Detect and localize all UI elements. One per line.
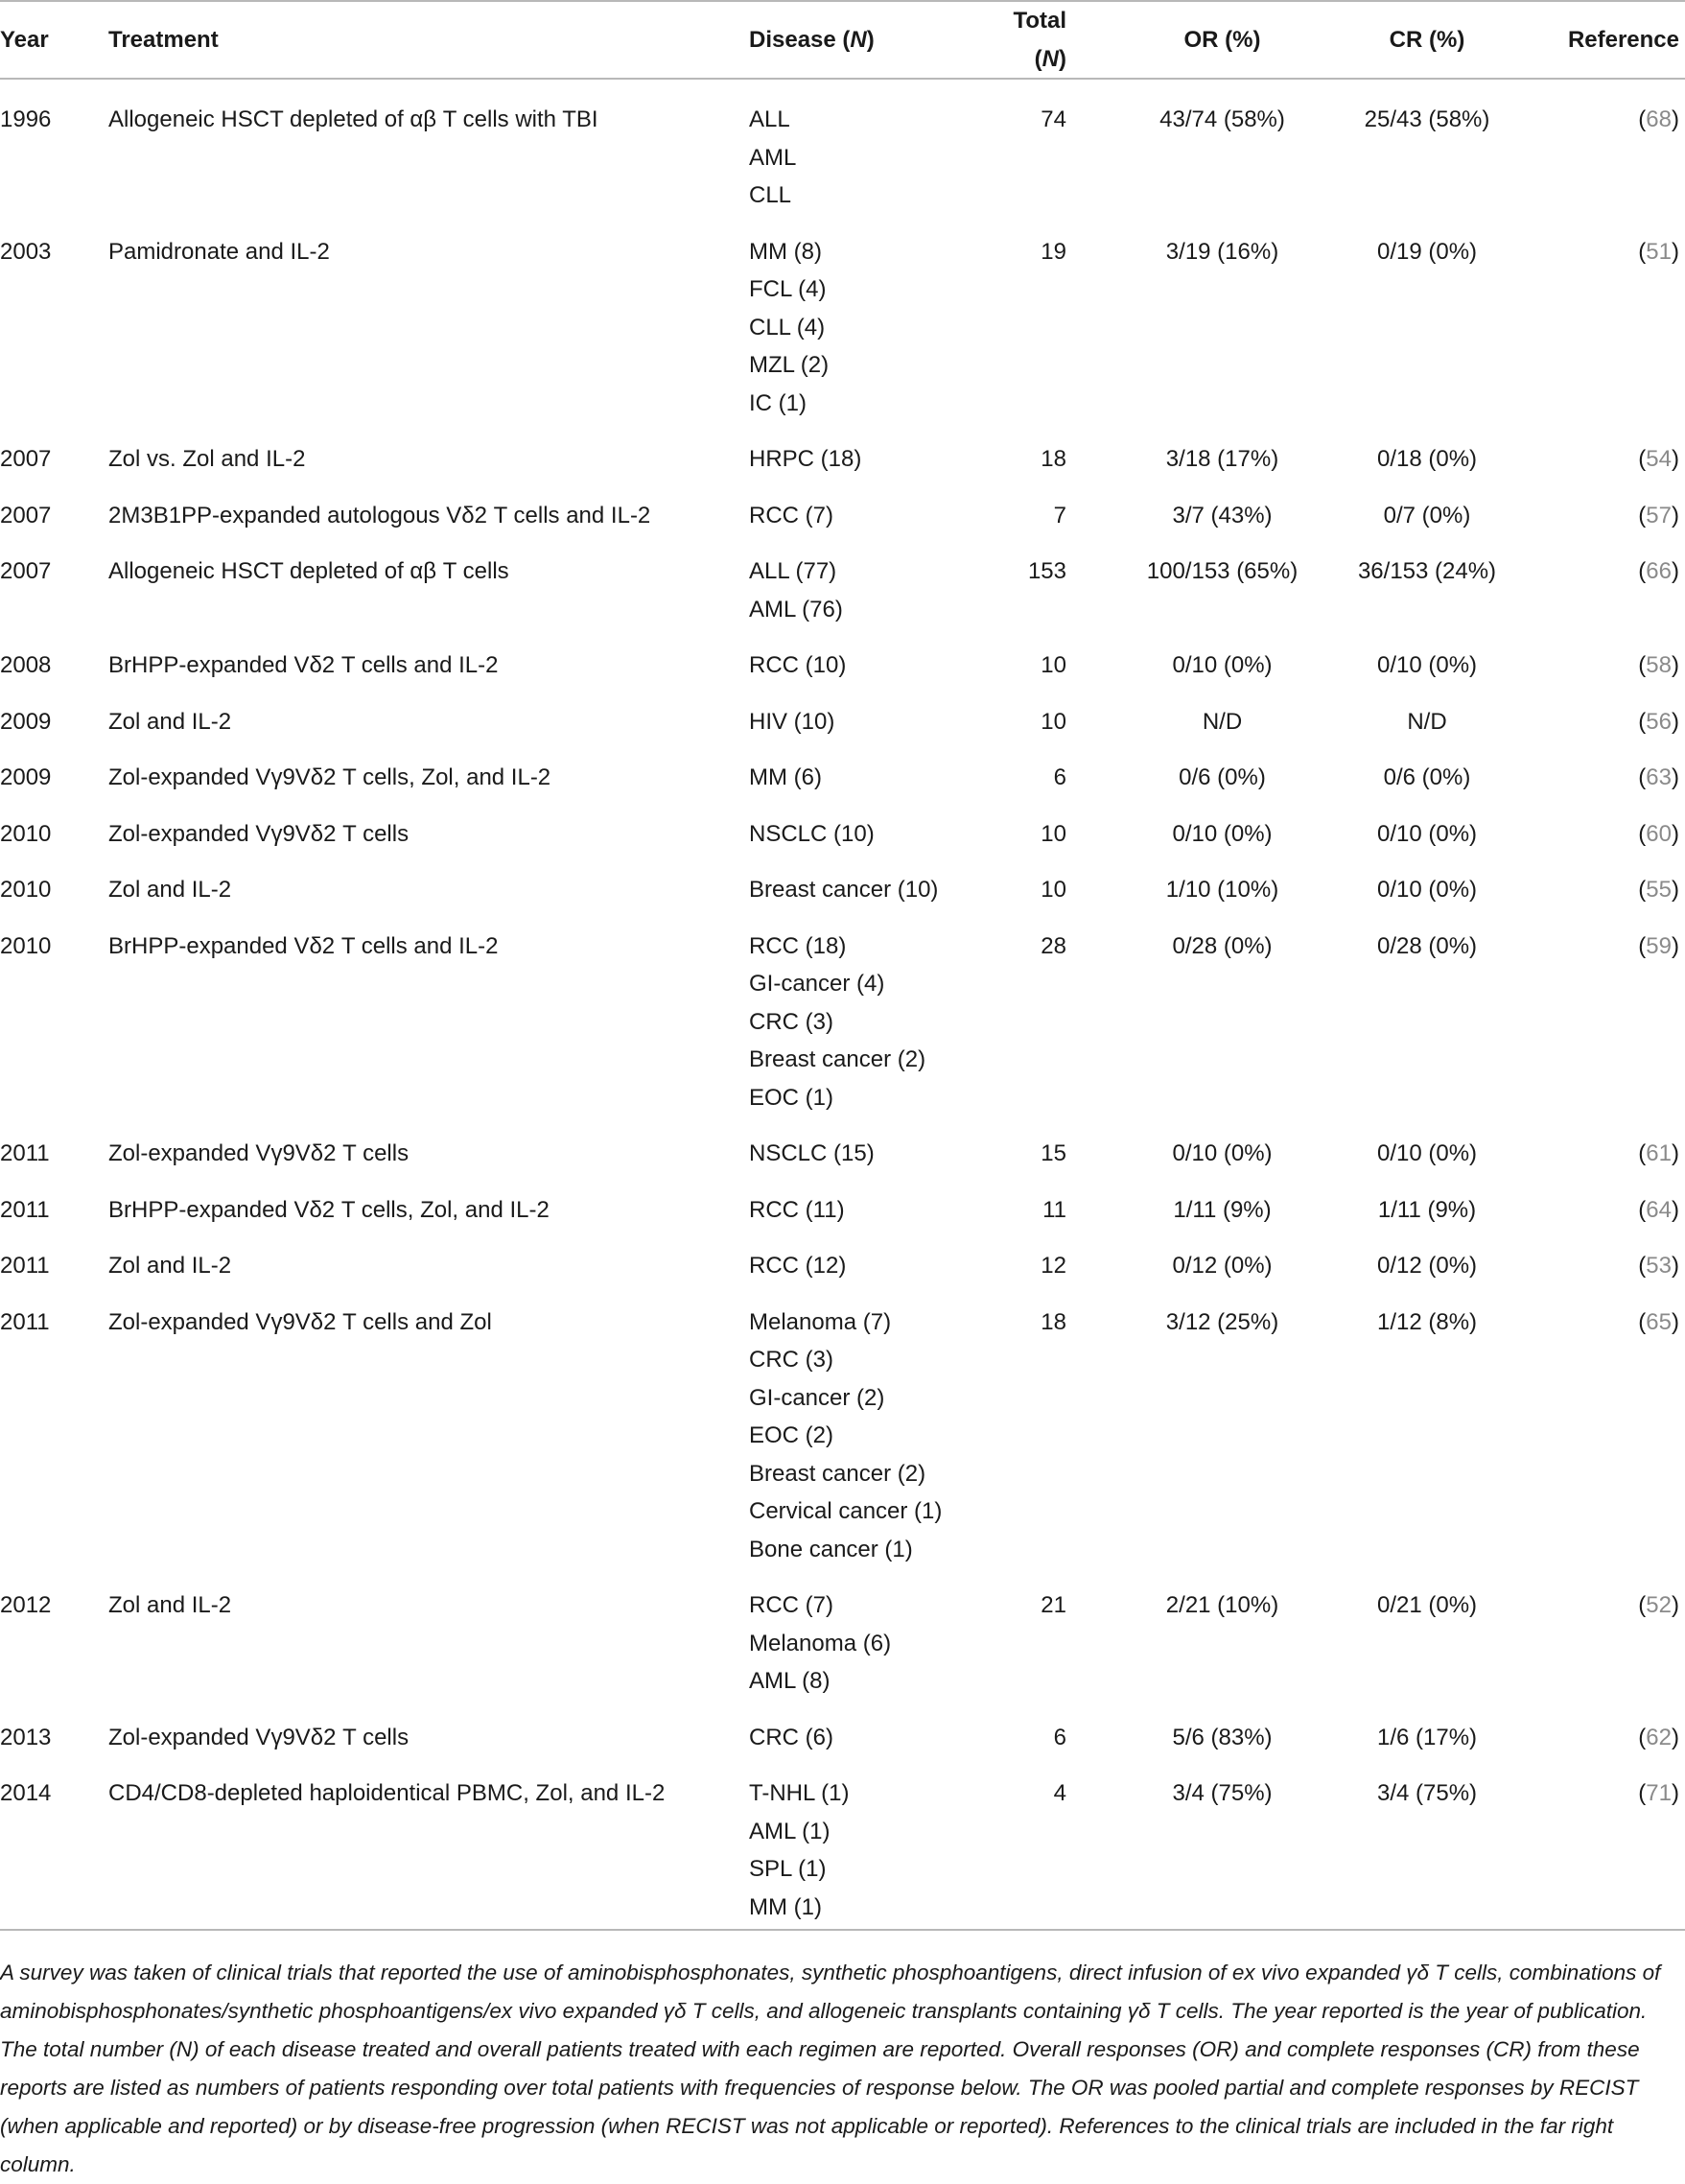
disease-entry: GI-cancer (2) xyxy=(749,1384,885,1411)
disease-entry: CRC (3) xyxy=(749,1347,833,1373)
reference-cell: (53) xyxy=(1638,1253,1679,1279)
cr-cell: 3/4 (75%) xyxy=(1376,1780,1478,1806)
disease-entry: RCC (10) xyxy=(749,652,847,678)
reference-link[interactable]: 71 xyxy=(1646,1780,1672,1806)
disease-entry: HRPC (18) xyxy=(749,446,862,472)
disease-cell xyxy=(749,1706,985,1763)
reference-link[interactable]: 57 xyxy=(1646,502,1672,528)
disease-entry: RCC (7) xyxy=(749,502,833,528)
or-cell: 2/21 (10%) xyxy=(1165,1592,1279,1618)
disease-cell xyxy=(749,484,985,541)
table-row xyxy=(0,1762,1685,1932)
header-total-n: N xyxy=(1041,45,1059,72)
reference-link[interactable]: 59 xyxy=(1646,932,1672,959)
reference-link[interactable]: 56 xyxy=(1646,708,1672,735)
header-disease xyxy=(749,1,985,79)
disease-entry: Bone cancer (1) xyxy=(749,1536,913,1562)
reference-link[interactable]: 68 xyxy=(1646,106,1672,132)
disease-entry: Breast cancer (2) xyxy=(749,1046,926,1072)
disease-entry: HIV (10) xyxy=(749,708,835,735)
treatment-cell: BrHPP-expanded Vδ2 T cells and IL-2 xyxy=(108,652,499,678)
cr-cell: 25/43 (58%) xyxy=(1364,106,1490,132)
table-row xyxy=(0,634,1685,691)
total-cell: 15 xyxy=(1041,1140,1066,1166)
treatment-cell: Zol-expanded Vγ9Vδ2 T cells, Zol, and IL-2 xyxy=(108,764,551,790)
reference-cell: (65) xyxy=(1638,1308,1679,1335)
table-row xyxy=(0,1574,1685,1706)
table-row xyxy=(0,915,1685,1123)
reference-link[interactable]: 64 xyxy=(1646,1196,1672,1223)
cr-cell: 36/153 (24%) xyxy=(1357,558,1497,584)
reference-link[interactable]: 63 xyxy=(1646,764,1672,790)
total-cell: 18 xyxy=(1041,446,1066,472)
reference-link[interactable]: 61 xyxy=(1646,1140,1672,1166)
disease-cell xyxy=(749,858,985,915)
treatment-cell: BrHPP-expanded Vδ2 T cells and IL-2 xyxy=(108,932,499,959)
cr-cell: 0/7 (0%) xyxy=(1383,502,1471,528)
year-cell: 2011 xyxy=(0,1253,50,1279)
or-cell: 3/19 (16%) xyxy=(1165,238,1279,265)
disease-entry: MM (8) xyxy=(749,238,822,265)
disease-entry: MM (1) xyxy=(749,1893,822,1920)
total-cell: 4 xyxy=(1053,1780,1066,1806)
reference-cell: (66) xyxy=(1638,558,1679,584)
disease-entry: AML xyxy=(749,144,797,171)
table-row xyxy=(0,803,1685,859)
year-cell: 2012 xyxy=(0,1592,52,1618)
year-cell: 2010 xyxy=(0,932,52,959)
disease-entry: ALL xyxy=(749,106,790,132)
cr-cell: 1/12 (8%) xyxy=(1376,1308,1478,1335)
or-cell: 100/153 (65%) xyxy=(1146,558,1299,584)
reference-link[interactable]: 62 xyxy=(1646,1724,1672,1750)
table-row xyxy=(0,1234,1685,1291)
disease-entry: Breast cancer (2) xyxy=(749,1460,926,1487)
total-cell: 10 xyxy=(1041,820,1066,847)
table-row xyxy=(0,221,1685,429)
table-row xyxy=(0,691,1685,747)
or-cell: N/D xyxy=(1202,708,1243,735)
cr-cell: 0/28 (0%) xyxy=(1376,932,1478,959)
treatment-cell: Allogeneic HSCT depleted of αβ T cells with TBI xyxy=(108,106,598,132)
disease-cell xyxy=(749,1122,985,1179)
disease-cell xyxy=(749,79,985,221)
year-cell: 2010 xyxy=(0,820,52,847)
treatment-cell: Zol-expanded Vγ9Vδ2 T cells xyxy=(108,1724,410,1750)
reference-cell: (55) xyxy=(1638,877,1679,903)
cr-cell: 0/10 (0%) xyxy=(1376,877,1478,903)
year-cell: 2007 xyxy=(0,502,52,528)
header-total xyxy=(985,1,1105,79)
disease-entry: CLL (4) xyxy=(749,314,826,341)
year-cell: 2007 xyxy=(0,558,52,584)
treatment-cell: Zol and IL-2 xyxy=(108,708,232,735)
table-row xyxy=(0,540,1685,634)
table-row xyxy=(0,858,1685,915)
year-cell: 1996 xyxy=(0,106,52,132)
treatment-cell: CD4/CD8-depleted haploidentical PBMC, Zol, and IL-2 xyxy=(108,1780,666,1806)
disease-cell xyxy=(749,746,985,803)
disease-cell xyxy=(749,915,985,1123)
reference-cell: (58) xyxy=(1638,652,1679,678)
or-cell: 5/6 (83%) xyxy=(1172,1724,1273,1750)
total-cell: 153 xyxy=(1027,558,1066,584)
header-disease-suffix: ) xyxy=(866,26,875,53)
total-cell: 10 xyxy=(1041,708,1066,735)
year-cell: 2011 xyxy=(0,1140,50,1166)
reference-cell: (63) xyxy=(1638,764,1679,790)
year-cell: 2008 xyxy=(0,652,52,678)
treatment-cell: Zol-expanded Vγ9Vδ2 T cells and Zol xyxy=(108,1308,492,1335)
reference-link[interactable]: 60 xyxy=(1646,820,1672,847)
disease-entry: CRC (6) xyxy=(749,1724,833,1750)
disease-entry: Melanoma (6) xyxy=(749,1630,892,1656)
disease-cell xyxy=(749,1179,985,1235)
or-cell: 3/4 (75%) xyxy=(1172,1780,1273,1806)
total-cell: 6 xyxy=(1053,1724,1066,1750)
disease-entry: IC (1) xyxy=(749,389,807,416)
header-or: OR (%) xyxy=(1105,1,1340,79)
or-cell: 0/10 (0%) xyxy=(1172,1140,1273,1166)
reference-cell: (68) xyxy=(1638,106,1679,132)
disease-cell xyxy=(749,428,985,484)
total-cell: 10 xyxy=(1041,652,1066,678)
total-cell: 7 xyxy=(1053,502,1066,528)
or-cell: 0/28 (0%) xyxy=(1172,932,1273,959)
disease-entry: CRC (3) xyxy=(749,1008,833,1035)
treatment-cell: 2M3B1PP-expanded autologous Vδ2 T cells and IL-2 xyxy=(108,502,651,528)
total-cell: 74 xyxy=(1041,106,1066,132)
or-cell: 43/74 (58%) xyxy=(1159,106,1285,132)
cr-cell: N/D xyxy=(1407,708,1447,735)
reference-link[interactable]: 55 xyxy=(1646,877,1672,903)
disease-cell xyxy=(749,634,985,691)
disease-entry: MM (6) xyxy=(749,764,822,790)
cr-cell: 0/19 (0%) xyxy=(1376,238,1478,265)
disease-entry: CLL xyxy=(749,182,792,208)
disease-entry: RCC (7) xyxy=(749,1592,833,1618)
reference-cell: (64) xyxy=(1638,1196,1679,1223)
reference-cell: (51) xyxy=(1638,238,1679,265)
year-cell: 2013 xyxy=(0,1724,52,1750)
table-row xyxy=(0,1706,1685,1763)
disease-cell xyxy=(749,1234,985,1291)
disease-cell xyxy=(749,1574,985,1706)
disease-entry: Breast cancer (10) xyxy=(749,877,939,903)
reference-cell: (57) xyxy=(1638,502,1679,528)
disease-cell xyxy=(749,1291,985,1575)
disease-cell xyxy=(749,803,985,859)
or-cell: 0/10 (0%) xyxy=(1172,652,1273,678)
disease-cell xyxy=(749,691,985,747)
header-year: Year xyxy=(0,1,108,79)
disease-entry: Melanoma (7) xyxy=(749,1308,892,1335)
header-total-suffix: ) xyxy=(1059,45,1066,72)
cr-cell: 0/21 (0%) xyxy=(1376,1592,1478,1618)
table-row xyxy=(0,746,1685,803)
or-cell: 1/11 (9%) xyxy=(1173,1196,1272,1223)
disease-entry: NSCLC (15) xyxy=(749,1140,875,1166)
reference-link[interactable]: 54 xyxy=(1646,446,1672,472)
total-cell: 21 xyxy=(1041,1592,1066,1618)
year-cell: 2009 xyxy=(0,764,52,790)
total-cell: 19 xyxy=(1041,238,1066,265)
reference-cell: (62) xyxy=(1638,1724,1679,1750)
cr-cell: 0/10 (0%) xyxy=(1376,652,1478,678)
reference-cell: (56) xyxy=(1638,708,1679,735)
header-disease-prefix: Disease ( xyxy=(749,26,851,53)
treatment-cell: Zol-expanded Vγ9Vδ2 T cells xyxy=(108,1140,410,1166)
or-cell: 0/10 (0%) xyxy=(1172,820,1273,847)
header-disease-n: N xyxy=(850,26,867,53)
disease-entry: EOC (2) xyxy=(749,1422,834,1448)
reference-cell: (52) xyxy=(1638,1592,1679,1618)
table-row xyxy=(0,79,1685,221)
year-cell: 2009 xyxy=(0,708,52,735)
or-cell: 1/10 (10%) xyxy=(1165,877,1279,903)
year-cell: 2010 xyxy=(0,877,52,903)
header-treatment: Treatment xyxy=(108,1,749,79)
table-row xyxy=(0,1122,1685,1179)
disease-cell xyxy=(749,1762,985,1932)
disease-entry: NSCLC (10) xyxy=(749,820,875,847)
header-row xyxy=(0,1,1685,79)
table-row xyxy=(0,1179,1685,1235)
disease-entry: EOC (1) xyxy=(749,1084,834,1111)
disease-entry: MZL (2) xyxy=(749,352,830,378)
table-header xyxy=(0,1,1685,79)
disease-entry: RCC (11) xyxy=(749,1196,845,1223)
header-total-prefix: Total ( xyxy=(1013,8,1066,72)
total-cell: 6 xyxy=(1053,764,1066,790)
reference-cell: (59) xyxy=(1638,932,1679,959)
reference-link[interactable]: 52 xyxy=(1646,1592,1672,1618)
cr-cell: 0/6 (0%) xyxy=(1383,764,1471,790)
reference-link[interactable]: 58 xyxy=(1646,652,1672,678)
disease-entry: T-NHL (1) xyxy=(749,1780,850,1806)
header-reference: Reference xyxy=(1514,1,1685,79)
year-cell: 2011 xyxy=(0,1196,50,1223)
reference-link[interactable]: 53 xyxy=(1646,1253,1672,1279)
cr-cell: 0/12 (0%) xyxy=(1376,1253,1478,1279)
table-row xyxy=(0,484,1685,541)
disease-entry: SPL (1) xyxy=(749,1856,827,1882)
or-cell: 3/7 (43%) xyxy=(1172,502,1273,528)
cr-cell: 1/6 (17%) xyxy=(1376,1724,1478,1750)
cr-cell: 1/11 (9%) xyxy=(1377,1196,1477,1223)
treatment-cell: Zol-expanded Vγ9Vδ2 T cells xyxy=(108,820,410,847)
disease-entry: AML (76) xyxy=(749,596,843,622)
treatment-cell: BrHPP-expanded Vδ2 T cells, Zol, and IL-2 xyxy=(108,1196,550,1223)
cr-cell: 0/18 (0%) xyxy=(1376,446,1478,472)
disease-cell xyxy=(749,540,985,634)
treatment-cell: Zol and IL-2 xyxy=(108,877,232,903)
reference-cell: (54) xyxy=(1638,446,1679,472)
or-cell: 0/12 (0%) xyxy=(1172,1253,1273,1279)
disease-entry: Cervical cancer (1) xyxy=(749,1498,943,1524)
total-cell: 11 xyxy=(1042,1196,1066,1223)
total-cell: 18 xyxy=(1041,1308,1066,1335)
or-cell: 3/12 (25%) xyxy=(1165,1308,1279,1335)
cr-cell: 0/10 (0%) xyxy=(1376,1140,1478,1166)
table-row xyxy=(0,1291,1685,1575)
disease-entry: ALL (77) xyxy=(749,558,837,584)
reference-cell: (61) xyxy=(1638,1140,1679,1166)
or-cell: 0/6 (0%) xyxy=(1179,764,1266,790)
reference-cell: (71) xyxy=(1638,1780,1679,1806)
total-cell: 28 xyxy=(1041,932,1066,959)
disease-entry: FCL (4) xyxy=(749,276,827,302)
table-footnote: A survey was taken of clinical trials that reported the use of aminobisphosphonates, synthetic phosphoantigens, direct infusion of ex vivo expanded γδ T cells, combinations of aminobisphosphonates/synthetic phosphoantigens/ex vivo expanded γδ T cells, and allogeneic transplants containing γδ T cells. The year reported is the year of publication. The total number (N) of each disease treated and overall patients treated with each regimen are reported. Overall responses (OR) and complete responses (CR) from these reports are listed as numbers of patients responding over total patients with frequencies of response below. The OR was pooled partial and complete responses by RECIST (when applicable and reported) or by disease-free progression (when RECIST was not applicable or reported). References to the clinical trials are included in the far right column. xyxy=(0,1929,1685,2184)
disease-entry: RCC (18) xyxy=(749,932,847,959)
year-cell: 2011 xyxy=(0,1308,50,1335)
disease-entry: RCC (12) xyxy=(749,1253,847,1279)
table-row xyxy=(0,428,1685,484)
treatment-cell: Zol and IL-2 xyxy=(108,1253,232,1279)
cr-cell: 0/10 (0%) xyxy=(1376,820,1478,847)
reference-link[interactable]: 66 xyxy=(1646,558,1672,584)
reference-link[interactable]: 51 xyxy=(1646,238,1672,265)
disease-entry: AML (8) xyxy=(749,1668,831,1694)
year-cell: 2014 xyxy=(0,1780,52,1806)
header-cr: CR (%) xyxy=(1340,1,1514,79)
treatment-cell: Pamidronate and IL-2 xyxy=(108,238,330,265)
or-cell: 3/18 (17%) xyxy=(1165,446,1279,472)
disease-cell xyxy=(749,221,985,429)
total-cell: 12 xyxy=(1041,1253,1066,1279)
total-cell: 10 xyxy=(1041,877,1066,903)
year-cell: 2003 xyxy=(0,238,52,265)
year-cell: 2007 xyxy=(0,446,52,472)
disease-entry: GI-cancer (4) xyxy=(749,971,885,997)
table-body xyxy=(0,79,1685,1932)
treatment-cell: Allogeneic HSCT depleted of αβ T cells xyxy=(108,558,509,584)
treatment-cell: Zol vs. Zol and IL-2 xyxy=(108,446,306,472)
disease-entry: AML (1) xyxy=(749,1818,831,1844)
reference-cell: (60) xyxy=(1638,820,1679,847)
reference-link[interactable]: 65 xyxy=(1646,1308,1672,1335)
treatment-cell: Zol and IL-2 xyxy=(108,1592,232,1618)
